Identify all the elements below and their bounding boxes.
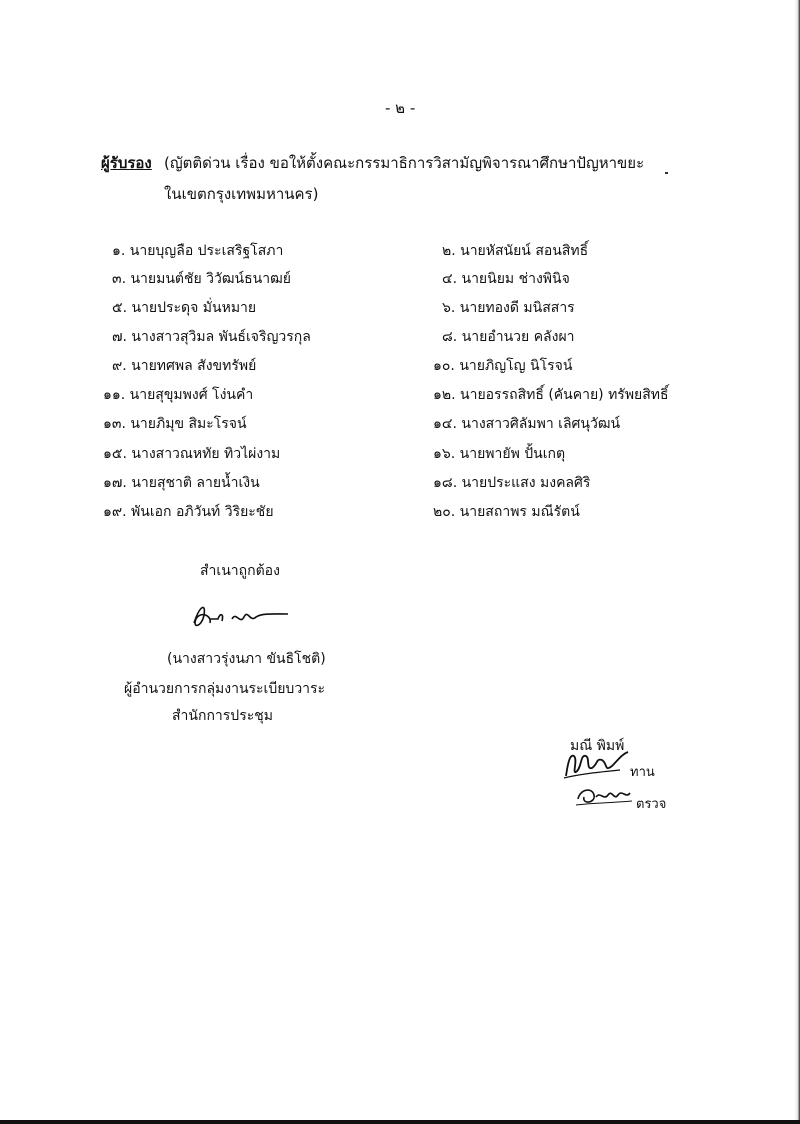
endorser-item: ๑๗. นายสุชาติ ลายน้ำเงิน [103,475,260,491]
scan-speck [665,172,668,174]
scan-border-bottom [0,1120,800,1124]
endorser-item: ๔. นายนิยม ช่างพินิจ [442,271,570,287]
typist-name: มณี พิมพ์ [570,738,625,754]
handwritten-signature [186,597,296,641]
endorser-item: ๑๖. นายพายัพ ปั้นเกตุ [433,446,566,462]
scan-border-right [794,0,800,1124]
endorser-item: ๓. นายมนต์ชัย วิวัฒน์ธนาฒย์ [112,271,291,287]
certifier-name: (นางสาวรุ่งนภา ขันธิโชติ) [167,651,326,667]
endorser-item: ๑๔. นางสาวศิลัมพา เลิศนุวัฒน์ [433,416,621,432]
endorser-item: ๑๘. นายประแสง มงคลศิริ [433,475,591,491]
endorser-item: ๘. นายอำนวย คลังผา [442,329,575,345]
certified-copy-label: สำเนาถูกต้อง [200,563,280,579]
endorser-item: ๑๙. พันเอก อภิวันท์ วิริยะชัย [103,504,274,520]
endorser-item: ๖. นายทองดี มนิสสาร [442,300,575,316]
endorser-item: ๑๓. นายภิมุข สิมะโรจน์ [103,416,247,432]
endorsers-heading: ผู้รับรอง [101,154,152,172]
endorser-item: ๗. นางสาวสุวิมล พันธ์เจริญวรกุล [112,329,311,345]
endorser-item: ๑๑. นายสุขุมพงศ์ โง่นคำ [103,387,254,403]
endorser-item: ๑๐. นายภิญโญ นิโรจน์ [433,358,573,374]
endorser-item: ๒๐. นายสถาพร มณีรัตน์ [433,504,580,520]
motion-title-line2: ในเขตกรุงเทพมหานคร) [164,185,319,203]
checker-signature [574,783,636,813]
typed-label: ทาน [630,765,655,780]
page-number: - ๒ - [385,99,416,117]
endorser-item: ๑. นายบุญลือ ประเสริฐโสภา [112,243,284,259]
typist-signature [560,748,635,786]
endorser-item: ๙. นายทศพล สังขทรัพย์ [112,358,257,374]
checked-label: ตรวจ [636,797,667,812]
certifier-office: สำนักการประชุม [172,708,273,724]
endorser-item: ๒. นายหัสนัยน์ สอนสิทธิ์ [442,243,589,259]
endorser-item: ๑๒. นายอรรถสิทธิ์ (คันคาย) ทรัพยสิทธิ์ [433,387,669,403]
endorser-item: ๕. นายประดุจ มั่นหมาย [112,300,257,316]
certifier-title: ผู้อำนวยการกลุ่มงานระเบียบวาระ [124,681,326,697]
motion-title-line1: (ญัตติด่วน เรื่อง ขอให้ตั้งคณะกรรมาธิการวิสามัญพิจารณาศึกษาปัญหาขยะ [164,154,645,172]
endorser-item: ๑๕. นางสาวณหทัย ทิวไผ่งาม [103,446,281,462]
